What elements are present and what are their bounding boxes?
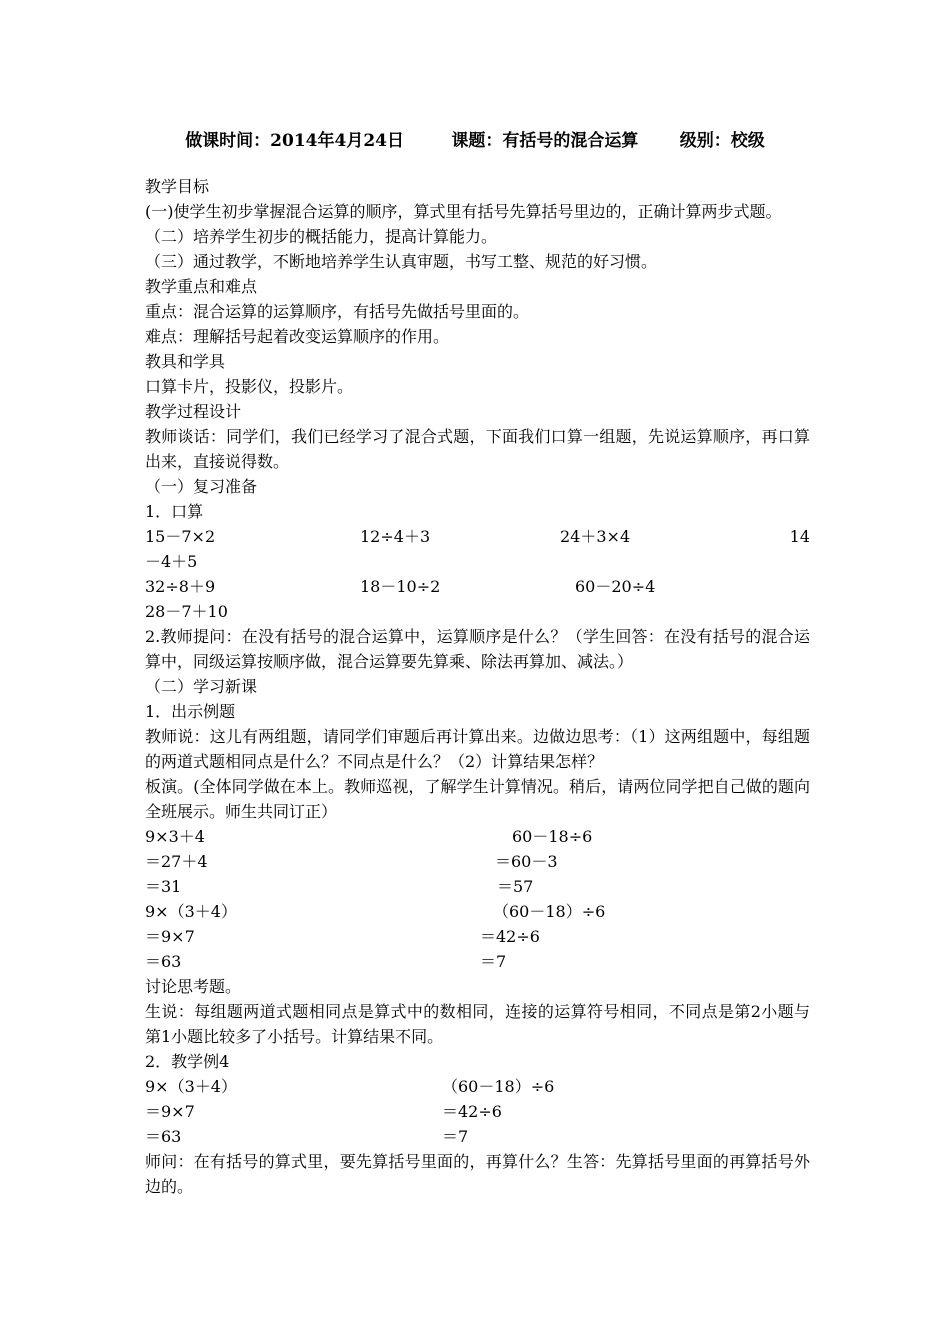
calc-step: ＝63	[145, 1127, 182, 1146]
lesson-date: 做课时间：2014年4月24日	[185, 131, 404, 151]
example4-heading: 2．教学例4	[145, 1052, 230, 1071]
calc-line	[145, 1124, 810, 1149]
calc-step: ＝27＋4	[145, 852, 208, 871]
new-lesson-heading: （二）学习新课	[145, 677, 258, 696]
student-says: 生说：每组题两道式题相同点是算式中的数相同，连接的运算符号相同，不同点是第2小题与第1小题比较多了小括号。计算结果不同。	[145, 1002, 810, 1046]
oral-row-1-wrap: －4＋5	[145, 552, 198, 571]
calc-step: 60－18÷6	[512, 827, 593, 846]
calc-step: ＝31	[145, 877, 182, 896]
tools-text: 口算卡片，投影仪，投影片。	[145, 377, 354, 396]
process-intro: 教师谈话：同学们，我们已经学习了混合式题，下面我们口算一组题，先说运算顺序，再口算出来，直接说得数。	[145, 427, 810, 471]
calc-line	[145, 874, 810, 899]
oral-item: 32÷8＋9	[145, 577, 216, 596]
calc-step: ＝57	[497, 877, 534, 896]
calc-step: ＝63	[145, 952, 182, 971]
oral-row-2	[145, 574, 810, 599]
objective-3: （三）通过教学，不断地培养学生认真审题，书写工整、规范的好习惯。	[145, 252, 658, 271]
oral-item: 12÷4＋3	[360, 527, 431, 546]
keypoints-heading: 教学重点和难点	[145, 277, 258, 296]
process-heading: 教学过程设计	[145, 402, 242, 421]
oral-item: 18－10÷2	[360, 577, 441, 596]
keypoint-difficulty: 难点：理解括号起着改变运算顺序的作用。	[145, 327, 450, 346]
objective-1: (一)使学生初步掌握混合运算的顺序，算式里有括号先算括号里边的，正确计算两步式题。	[145, 202, 782, 221]
discuss-line: 讨论思考题。	[145, 977, 242, 996]
calc-line	[145, 849, 810, 874]
lesson-level: 级别：校级	[679, 131, 765, 151]
calc-step: ＝42÷6	[442, 1102, 502, 1121]
document-body	[145, 174, 810, 1199]
teacher-question: 2.教师提问：在没有括号的混合运算中，运算顺序是什么？（学生回答：在没有括号的混合运算中，同级运算按顺序做，混合运算要先算乘、除法再算加、减法。）	[145, 627, 810, 671]
objective-2: （二）培养学生初步的概括能力，提高计算能力。	[145, 227, 498, 246]
calc-step: 9×（3＋4）	[145, 902, 237, 921]
oral-row-3: 28－7＋10	[145, 602, 228, 621]
example-heading: 1．出示例题	[145, 702, 236, 721]
teacher-asks: 师问：在有括号的算式里，要先算括号里面的，再算什么？生答：先算括号里面的再算括号外边的。	[145, 1152, 810, 1196]
calc-line	[145, 1099, 810, 1124]
calc-step: ＝42÷6	[480, 927, 540, 946]
oral-item: 15－7×2	[145, 527, 216, 546]
oral-item: 60－20÷4	[575, 577, 656, 596]
objectives-heading: 教学目标	[145, 177, 210, 196]
tools-heading: 教具和学具	[145, 352, 226, 371]
calc-step: 9×3＋4	[145, 827, 205, 846]
calc-line	[145, 1074, 810, 1099]
oral-item: 14	[789, 527, 810, 546]
calc-step: ＝7	[442, 1127, 469, 1146]
calc-step: 9×（3＋4）	[145, 1077, 237, 1096]
calc-step: ＝9×7	[145, 927, 195, 946]
lesson-topic: 课题：有括号的混合运算	[451, 131, 639, 151]
calc-step: （60－18）÷6	[442, 1077, 555, 1096]
review-heading: （一）复习准备	[145, 477, 258, 496]
lesson-header	[0, 126, 950, 151]
keypoint-key: 重点：混合运算的运算顺序，有括号先做括号里面的。	[145, 302, 530, 321]
calc-step: ＝7	[480, 952, 507, 971]
calc-step: ＝60－3	[495, 852, 558, 871]
oral-item: 24＋3×4	[560, 527, 631, 546]
teacher-says: 教师说：这儿有两组题，请同学们审题后再计算出来。边做边思考：（1）这两组题中，每组题的两道式题相同点是什么？不同点是什么？（2）计算结果怎样？	[145, 727, 810, 771]
board-demo: 板演。(全体同学做在本上。教师巡视，了解学生计算情况。稍后，请两位同学把自己做的题向全班展示。师生共同订正）	[145, 777, 810, 821]
calc-line	[145, 949, 810, 974]
calc-line	[145, 924, 810, 949]
calc-step: （60－18）÷6	[493, 902, 606, 921]
calc-line	[145, 899, 810, 924]
oral-heading: 1．口算	[145, 502, 204, 521]
oral-row-1	[145, 524, 810, 549]
calc-line	[145, 824, 810, 849]
calc-step: ＝9×7	[145, 1102, 195, 1121]
